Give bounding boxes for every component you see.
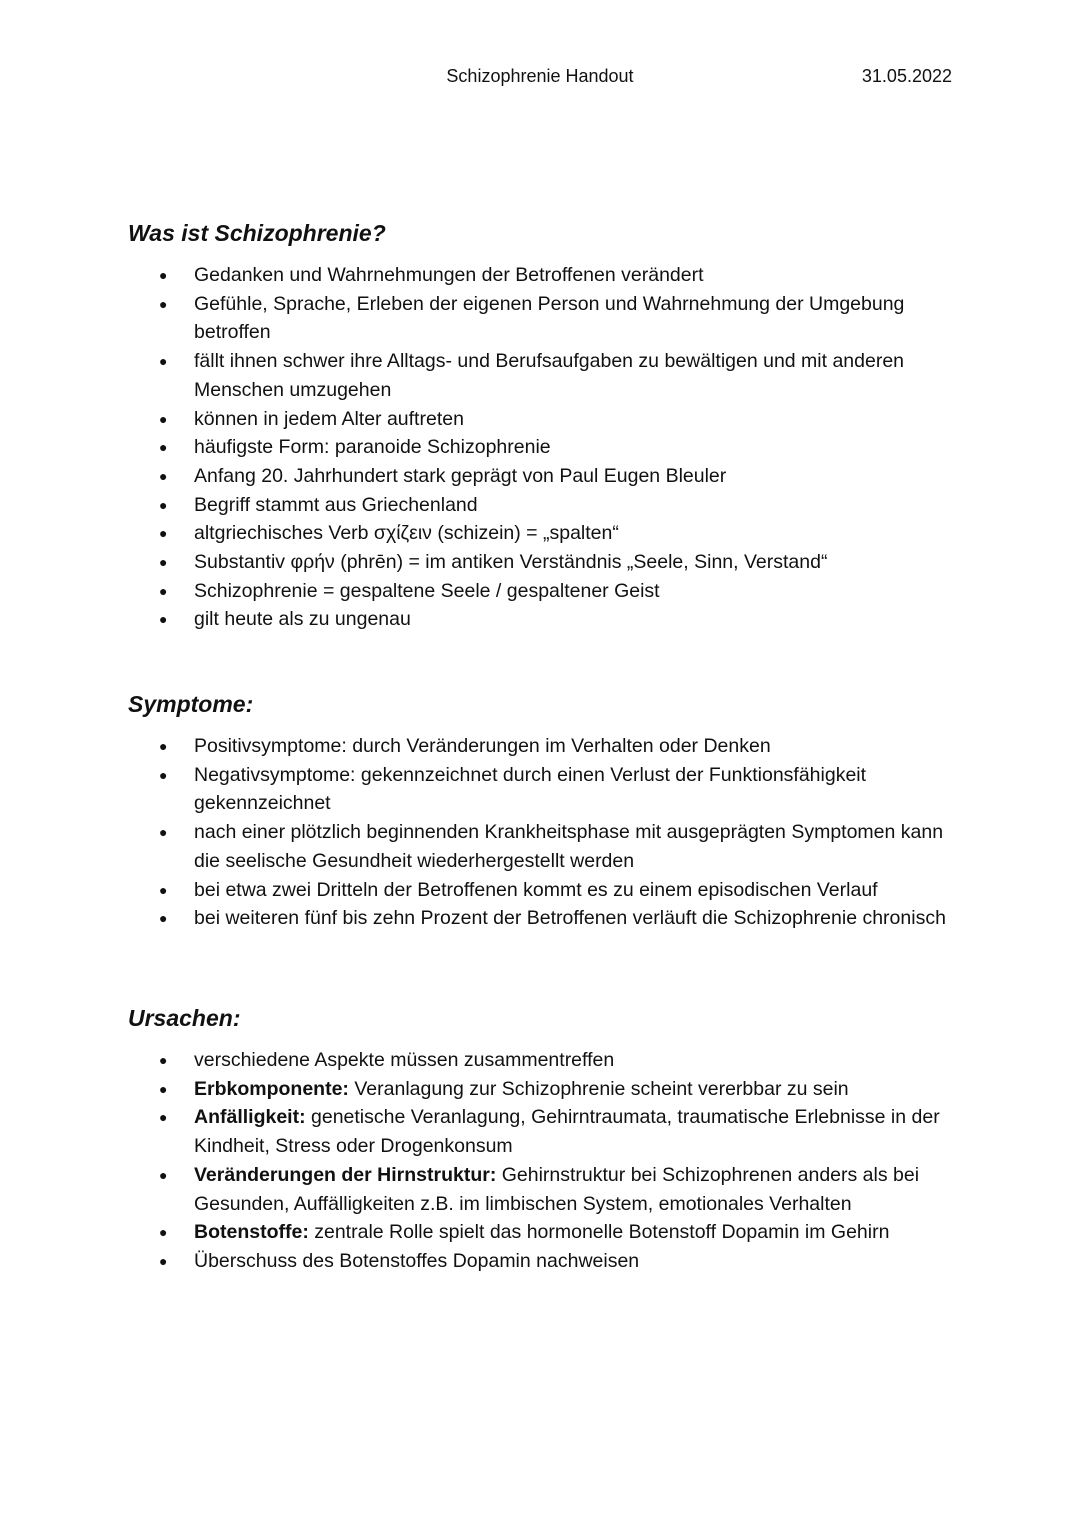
bullet-icon: ● [159, 1109, 168, 1126]
list-item: ● Überschuss des Botenstoffes Dopamin nachweisen [128, 1247, 968, 1276]
list-item: ● Gedanken und Wahrnehmungen der Betroffenen verändert [128, 261, 968, 290]
list-item: ● Positivsymptome: durch Veränderungen im Verhalten oder Denken [128, 732, 968, 761]
bullet-icon: ● [159, 467, 168, 484]
bullet-icon: ● [159, 1052, 168, 1068]
bullet-icon: ● [159, 611, 168, 628]
bullet-icon: ● [159, 910, 168, 927]
bullet-icon: ● [159, 1166, 168, 1183]
bullet-icon: ● [159, 1252, 168, 1269]
bullet-icon: ● [159, 582, 168, 599]
list-item: ● Substantiv φρήν (phrēn) = im antiken Verständnis „Seele, Sinn, Verstand“ [128, 548, 968, 577]
bullet-icon: ● [159, 766, 168, 783]
list-item: ● bei weiteren fünf bis zehn Prozent der Betroffenen verläuft die Schizophrenie chronisch [128, 904, 968, 933]
section-heading: Ursachen: [128, 1005, 241, 1031]
list-item: ● altgriechisches Verb σχίζειν (schizein) = „spalten“ [128, 519, 968, 548]
list-item: ● fällt ihnen schwer ihre Alltags- und Berufsaufgaben zu bewältigen und mit anderen Menschen umzugehen [128, 347, 968, 404]
list-item: ● Erbkomponente: Veranlagung zur Schizophrenie scheint vererbbar zu sein [128, 1075, 968, 1104]
bullet-icon: ● [159, 353, 168, 370]
list-item: ● häufigste Form: paranoide Schizophrenie [128, 433, 968, 462]
bullet-icon: ● [159, 496, 168, 513]
bullet-icon: ● [159, 1080, 168, 1097]
list-item: ● bei etwa zwei Dritteln der Betroffenen kommt es zu einem episodischen Verlauf [128, 876, 968, 905]
bullet-icon: ● [159, 525, 168, 542]
bullet-list [128, 261, 968, 634]
bullet-icon: ● [159, 738, 168, 754]
bullet-icon: ● [159, 881, 168, 898]
bullet-icon: ● [159, 410, 168, 427]
section-symptome [128, 689, 968, 933]
bullet-icon: ● [159, 439, 168, 456]
document-date: 31.05.2022 [861, 66, 952, 86]
list-item: ● Negativsymptome: gekennzeichnet durch einen Verlust der Funktionsfähigkeit gekennzeichnet [128, 761, 968, 818]
bullet-list [128, 732, 968, 933]
bullet-list [128, 1046, 968, 1276]
list-item: ● Anfang 20. Jahrhundert stark geprägt von Paul Eugen Bleuler [128, 462, 968, 491]
bullet-icon: ● [159, 267, 168, 283]
list-item: ● Begriff stammt aus Griechenland [128, 491, 968, 520]
section-heading: Was ist Schizophrenie? [128, 220, 386, 246]
bullet-icon: ● [159, 554, 168, 571]
list-item: ● Botenstoffe: zentrale Rolle spielt das hormonelle Botenstoff Dopamin im Gehirn [128, 1218, 968, 1247]
section-was-ist-schizophrenie [128, 218, 968, 634]
bullet-icon: ● [159, 824, 168, 841]
list-item: ● Anfälligkeit: genetische Veranlagung, Gehirntraumata, traumatische Erlebnisse in der Kindheit, Stress oder Drogenkonsum [128, 1103, 968, 1160]
bullet-icon: ● [159, 295, 168, 312]
section-ursachen [128, 1003, 968, 1276]
list-item: ● verschiedene Aspekte müssen zusammentreffen [128, 1046, 968, 1075]
list-item: ● Veränderungen der Hirnstruktur: Gehirnstruktur bei Schizophrenen anders als bei Gesunden, Auffälligkeiten z.B. im limbischen System, emotionales Verhalten [128, 1161, 968, 1218]
list-item: ● nach einer plötzlich beginnenden Krankheitsphase mit ausgeprägten Symptomen kann die seelische Gesundheit wiederhergestellt werden [128, 818, 968, 875]
list-item: ● Gefühle, Sprache, Erleben der eigenen Person und Wahrnehmung der Umgebung betroffen [128, 290, 968, 347]
bullet-icon: ● [159, 1224, 168, 1241]
list-item: ● können in jedem Alter auftreten [128, 405, 968, 434]
section-heading: Symptome: [128, 691, 254, 717]
list-item: ● Schizophrenie = gespaltene Seele / gespaltener Geist [128, 577, 968, 606]
list-item: ● gilt heute als zu ungenau [128, 605, 968, 634]
document-title: Schizophrenie Handout [446, 66, 634, 86]
